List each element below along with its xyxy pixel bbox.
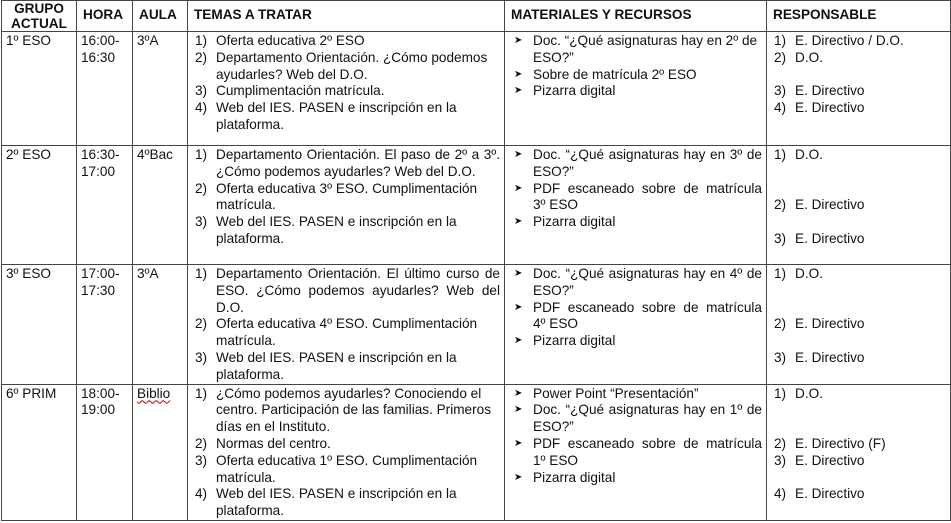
list-item: 3) E. Directivo	[774, 83, 865, 99]
header-temas: TEMAS A TRATAR	[188, 1, 505, 32]
list-spacer	[771, 402, 946, 419]
list-item: 2) D.O.	[774, 49, 823, 65]
list-item: ➤ Pizarra digital	[514, 333, 616, 349]
table-row	[2, 384, 951, 520]
list-spacer	[771, 67, 946, 84]
aula-cell: 3ºA	[133, 265, 188, 385]
grupo-cell: 1º ESO	[2, 32, 77, 146]
list-item: 4) E. Directivo	[774, 100, 865, 116]
list-spacer	[771, 470, 946, 487]
list-item: 3) Web del IES. PASEN e inscripción en la plataforma.	[195, 214, 457, 246]
list-item: 2) E. Directivo	[774, 316, 865, 332]
arrow-bullet-icon: ➤	[514, 268, 523, 279]
temas-cell	[188, 32, 505, 146]
header-materiales: MATERIALES Y RECURSOS	[505, 1, 767, 32]
table-row	[2, 265, 951, 385]
list-spacer	[771, 300, 946, 317]
aula-cell: 4ºBac	[133, 146, 188, 265]
aula-value: Biblio	[137, 385, 171, 401]
list-item: ➤ Doc. “¿Qué asignaturas hay en 2º de ESO?”	[514, 33, 758, 65]
list-spacer	[771, 181, 946, 198]
arrow-bullet-icon: ➤	[514, 335, 523, 347]
materiales-cell	[505, 32, 767, 146]
list-item: 4) Web del IES. PASEN e inscripción en la plataforma.	[195, 486, 457, 519]
grupo-cell: 2º ESO	[2, 146, 77, 265]
hora-cell: 17:00-17:30	[77, 265, 133, 385]
temas-cell	[188, 384, 505, 520]
materiales-cell	[505, 265, 767, 385]
arrow-bullet-icon: ➤	[514, 404, 523, 416]
list-item: ➤ Pizarra digital	[514, 214, 616, 230]
temas-cell	[188, 146, 505, 265]
list-item: ➤ Sobre de matrícula 2º ESO	[514, 66, 697, 82]
header-responsable: RESPONSABLE	[767, 1, 951, 32]
header-grupo: GRUPO ACTUAL	[2, 1, 77, 32]
hora-cell: 16:30-17:00	[77, 146, 133, 265]
grupo-cell: 3º ESO	[2, 265, 77, 385]
arrow-bullet-icon: ➤	[514, 85, 523, 97]
arrow-bullet-icon: ➤	[514, 68, 523, 80]
schedule-table	[1, 0, 951, 521]
grupo-cell: 6º PRIM	[2, 384, 77, 520]
list-item: 3) E. Directivo	[774, 230, 865, 246]
arrow-bullet-icon: ➤	[514, 182, 523, 194]
list-item: ➤ PDF escaneado sobre de matrícula 1º ESO	[514, 435, 762, 468]
table-row	[2, 32, 951, 146]
list-item: ➤ Power Point “Presentación”	[514, 385, 699, 401]
list-item: 3) Oferta educativa 1º ESO. Cumplimentación matrícula.	[195, 452, 478, 485]
list-spacer	[771, 419, 946, 436]
list-item: 1) ¿Cómo podemos ayudarles? Conociendo el centro. Participación de las familias. Primeros días en el Instituto.	[195, 385, 492, 435]
list-item: 2) Normas del centro.	[195, 435, 331, 451]
aula-cell	[133, 384, 188, 520]
list-item: 3) E. Directivo	[774, 452, 865, 468]
list-spacer	[771, 283, 946, 300]
list-item: 2) Oferta educativa 3º ESO. Cumplimentación matrícula.	[195, 180, 478, 213]
list-item: 1) D.O.	[774, 385, 823, 401]
list-spacer	[771, 164, 946, 181]
hora-cell: 18:00-19:00	[77, 384, 133, 520]
arrow-bullet-icon: ➤	[514, 387, 523, 399]
list-item: 3) Cumplimentación matrícula.	[195, 83, 385, 99]
list-item: 3) Web del IES. PASEN e inscripción en la plataforma.	[195, 349, 457, 382]
list-spacer	[771, 214, 946, 231]
list-item: 2) E. Directivo (F)	[774, 435, 886, 451]
list-item: ➤ Pizarra digital	[514, 83, 616, 99]
list-item: 1) D.O.	[774, 266, 823, 281]
list-item: ➤ Doc. “¿Qué asignaturas hay en 3º de ESO?”	[514, 147, 762, 179]
list-item: 1) Departamento Orientación. El paso de 2º a 3º. ¿Cómo podemos ayudarles? Web del D.O.	[195, 147, 500, 179]
list-item: 3) E. Directivo	[774, 349, 865, 365]
responsable-cell	[767, 32, 951, 146]
list-item: 2) E. Directivo	[774, 197, 865, 213]
materiales-cell	[505, 146, 767, 265]
header-hora: HORA	[77, 1, 133, 32]
list-item: 1) E. Directivo / D.O.	[774, 33, 904, 48]
arrow-bullet-icon: ➤	[514, 471, 523, 483]
header-aula: AULA	[133, 1, 188, 32]
responsable-cell	[767, 265, 951, 385]
list-spacer	[771, 333, 946, 350]
list-item: ➤ Doc. “¿Qué asignaturas hay en 1º de ESO?”	[514, 402, 762, 435]
arrow-bullet-icon: ➤	[514, 35, 523, 46]
responsable-cell	[767, 146, 951, 265]
list-item: 2) Departamento Orientación. ¿Cómo podemos ayudarles? Web del D.O.	[195, 49, 488, 82]
arrow-bullet-icon: ➤	[514, 301, 523, 313]
responsable-cell	[767, 384, 951, 520]
hora-cell: 16:00-16:30	[77, 32, 133, 146]
list-item: 4) Web del IES. PASEN e inscripción en la plataforma.	[195, 100, 457, 132]
list-item: 1) Departamento Orientación. El último curso de ESO. ¿Cómo podemos ayudarles? Web del D.O.	[195, 266, 500, 315]
materiales-cell	[505, 384, 767, 520]
list-item: ➤ Pizarra digital	[514, 469, 616, 485]
arrow-bullet-icon: ➤	[514, 216, 523, 228]
list-item: ➤ PDF escaneado sobre de matrícula 3º ESO	[514, 180, 762, 213]
header-row	[2, 1, 951, 32]
temas-cell	[188, 265, 505, 385]
list-item: 1) D.O.	[774, 147, 823, 162]
list-item: ➤ PDF escaneado sobre de matrícula 4º ESO	[514, 299, 762, 332]
aula-cell: 3ºA	[133, 32, 188, 146]
arrow-bullet-icon: ➤	[514, 437, 523, 449]
list-item: 2) Oferta educativa 4º ESO. Cumplimentación matrícula.	[195, 316, 478, 349]
arrow-bullet-icon: ➤	[514, 149, 523, 160]
list-item: 4) E. Directivo	[774, 486, 865, 502]
table-row	[2, 146, 951, 265]
list-item: ➤ Doc. “¿Qué asignaturas hay en 4º de ESO?”	[514, 266, 762, 298]
list-item: 1) Oferta educativa 2º ESO	[195, 33, 365, 48]
